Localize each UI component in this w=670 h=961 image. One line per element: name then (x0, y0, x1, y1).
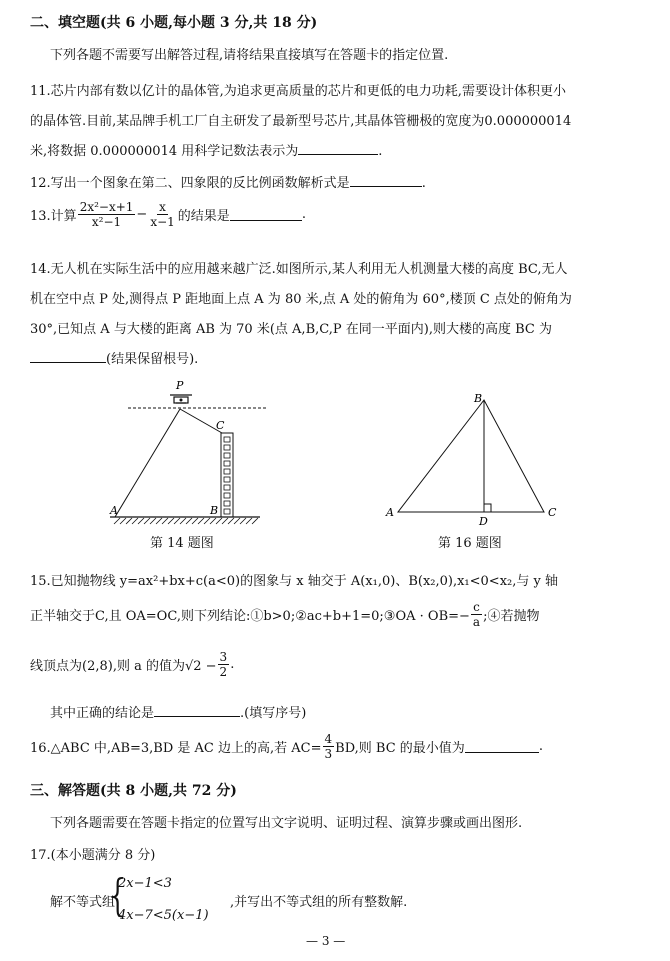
q16-answer-blank[interactable] (465, 740, 539, 753)
q12-answer-blank[interactable] (350, 174, 422, 187)
fig16-triangle-ABC (398, 400, 544, 512)
q14-line4 (30, 348, 198, 367)
q16-frac-numerator: 4 (324, 732, 333, 746)
drone-icon (170, 395, 192, 403)
q13-end: . (301, 207, 306, 222)
section-2-title: 二、填空题(共 6 小题,每小题 3 分,共 18 分) (30, 15, 318, 31)
fig16-label-A: A (386, 506, 394, 519)
q11-line3-text: 米,将数据 0.000000014 用科学记数法表示为 (30, 144, 299, 159)
q15-line4-text-a: 其中正确的结论是 (50, 706, 155, 721)
q15-line4-text-b: .(填写序号) (240, 706, 307, 721)
fig14-line-PA (115, 409, 180, 517)
q14-answer-blank[interactable] (30, 350, 106, 363)
q17-inequality-1: 2x−1<3 (118, 876, 172, 891)
section-2-instruction: 下列各题不需要写出解答过程,请将结果直接填写在答题卡的指定位置. (50, 48, 449, 63)
q16-end: . (538, 739, 543, 754)
q16-text-a: 16.△ABC 中,AB=3,BD 是 AC 边上的高,若 AC= (30, 741, 322, 756)
fig16-right-angle-mark (484, 504, 491, 512)
q15-frac2-numerator: 3 (219, 650, 228, 664)
building-icon (221, 433, 233, 517)
q16-text-b: BD,则 BC 的最小值为 (335, 741, 465, 756)
q17-brace: { (104, 870, 132, 921)
q15-line3-text-b: . (230, 657, 235, 672)
q15-fraction-3-over-2 (218, 650, 230, 679)
q13-frac1-numerator: 2x²−x+1 (79, 200, 134, 214)
fig16-caption: 第 16 题图 (438, 536, 502, 551)
section-3-title: 三、解答题(共 8 小题,共 72 分) (30, 783, 237, 799)
fig16-label-D: D (479, 515, 488, 528)
q16 (30, 732, 543, 761)
q17-header: 17.(本小题满分 8 分) (30, 848, 156, 863)
q15-line2-text-b: ;④若抛物 (483, 609, 540, 624)
fig16-label-B: B (474, 392, 483, 405)
q11-line3 (30, 140, 382, 159)
fig14-ground-hatch (114, 518, 258, 524)
fig16-label-C: C (548, 506, 557, 519)
q14-line3: 30°,已知点 A 与大楼的距离 AB 为 70 米(点 A,B,C,P 在同一平面内),则大楼的高度 BC 为 (30, 322, 552, 337)
q15-line4 (50, 702, 306, 721)
q13-fraction-1 (78, 200, 136, 229)
q14-line1: 14.无人机在实际生活中的应用越来越广泛.如图所示,某人利用无人机测量大楼的高度 BC,无人 (30, 262, 568, 277)
q13-minus: − (136, 207, 148, 222)
q15-line1: 15.已知抛物线 y=ax²+bx+c(a<0)的图象与 x 轴交于 A(x₁,0)、B(x₂,0),x₁<0<x₂,与 y 轴 (30, 574, 558, 589)
figure-16 (378, 390, 568, 530)
q15-frac2-denominator: 2 (219, 665, 228, 679)
q15-line3-text-a: 线顶点为(2,8),则 a 的值为√2 − (30, 659, 217, 674)
figure-14 (100, 375, 270, 535)
q13-frac1-denominator: x²−1 (91, 215, 122, 229)
q13-answer-blank[interactable] (230, 208, 302, 221)
q13-prefix: 13.计算 (30, 209, 77, 224)
q13-frac2-numerator: x (159, 200, 166, 214)
fig14-label-P: P (176, 379, 184, 392)
fig14-label-C: C (216, 419, 225, 432)
q15-line2 (30, 600, 539, 629)
q15-fraction-c-over-a (471, 600, 482, 629)
q14-line2: 机在空中点 P 处,测得点 P 距地面上点 A 为 80 米,点 A 处的俯角为 60°,楼顶 C 点处的俯角为 (30, 292, 572, 307)
q14-line4-text: (结果保留根号). (106, 352, 199, 367)
q11-line1: 11.芯片内部有数以亿计的晶体管,为追求更高质量的芯片和更低的电力功耗,需要设计体积更小 (30, 84, 566, 99)
q17-inequality-2: 4x−7<5(x−1) (118, 908, 209, 923)
q13-fraction-2 (148, 200, 176, 229)
q17-prefix: 解不等式组 (50, 895, 116, 910)
q12 (30, 172, 426, 191)
q11-end: . (378, 144, 383, 159)
q13-suffix: 的结果是 (177, 209, 230, 224)
fig14-label-B: B (210, 504, 219, 517)
q11-line2: 的晶体管.目前,某品牌手机工厂自主研发了最新型号芯片,其晶体管栅极的宽度为0.000000014 (30, 114, 572, 129)
q12-end: . (421, 176, 426, 191)
q12-text: 12.写出一个图象在第二、四象限的反比例函数解析式是 (30, 176, 350, 191)
q15-line3 (30, 650, 234, 679)
q15-frac-numerator: c (473, 600, 480, 614)
q15-answer-blank[interactable] (154, 704, 240, 717)
fig14-label-A: A (110, 504, 118, 517)
section-3-instruction: 下列各题需要在答题卡指定的位置写出文字说明、证明过程、演算步骤或画出图形. (50, 816, 523, 831)
q15-line2-text-a: 正半轴交于C,且 OA=OC,则下列结论:①b>0;②ac+b+1=0;③OA · OB=− (30, 609, 470, 624)
q13-frac2-denominator: x−1 (150, 215, 175, 229)
q15-frac-denominator: a (472, 615, 481, 629)
page-number: — 3 — (306, 934, 346, 948)
q17-suffix: ,并写出不等式组的所有整数解. (230, 895, 408, 910)
fig14-caption: 第 14 题图 (150, 536, 214, 551)
q16-frac-denominator: 3 (324, 747, 333, 761)
q13 (30, 200, 306, 229)
q11-answer-blank[interactable] (298, 142, 378, 155)
q16-fraction-4-over-3 (323, 732, 335, 761)
